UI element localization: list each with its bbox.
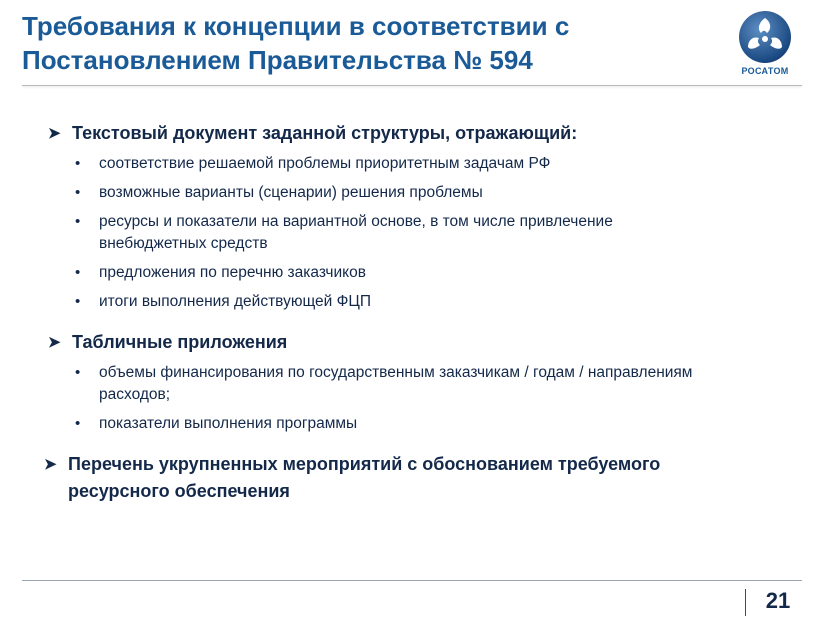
dot-bullet-icon: • (75, 155, 81, 172)
dot-bullet-icon: • (75, 293, 81, 310)
list-item: • показатели выполнения программы (48, 413, 768, 435)
arrowhead-bullet-icon: ➤ (44, 456, 57, 473)
dot-bullet-icon: • (75, 184, 81, 201)
section-heading-text: Перечень укрупненных мероприятий с обоснованием требуемого ресурсного обеспечения (68, 454, 661, 501)
section-heading-text: Табличные приложения (72, 332, 288, 352)
list-item: • соответствие решаемой проблемы приоритетным задачам РФ (48, 153, 768, 175)
dot-bullet-icon: • (75, 213, 81, 230)
section-heading-text: Текстовый документ заданной структуры, отражающий: (72, 123, 578, 143)
section-heading (44, 451, 758, 505)
section-text-document (48, 120, 768, 313)
footer-divider (22, 580, 802, 581)
arrowhead-bullet-icon: ➤ (48, 334, 61, 351)
list-item: • объемы финансирования по государственным заказчикам / годам / направлениям расходов; (75, 364, 693, 403)
page-number: 21 (765, 588, 791, 613)
dot-bullet-icon: • (75, 264, 81, 281)
list-item: • итоги выполнения действующей ФЦП (48, 291, 768, 313)
rosatom-logo (734, 10, 796, 82)
dot-bullet-icon: • (75, 415, 81, 432)
list-item: • предложения по перечню заказчиков (48, 262, 768, 284)
slide-title: Требования к концепции в соответствии с Постановлением Правительства № 594 (22, 11, 570, 75)
rosatom-emblem-icon (734, 10, 796, 66)
section-activities-list (44, 451, 764, 505)
page-number-separator (745, 589, 746, 616)
section-heading (48, 120, 768, 147)
section-heading (48, 329, 768, 356)
list-item: • возможные варианты (сценарии) решения проблемы (48, 182, 768, 204)
bullet-list (48, 153, 768, 313)
title-divider (22, 85, 802, 86)
bullet-list (48, 362, 768, 435)
section-table-appendices (48, 329, 768, 435)
list-item: • ресурсы и показатели на вариантной основе, в том числе привлечение внебюджетных средств (75, 213, 613, 252)
dot-bullet-icon: • (75, 364, 81, 381)
arrowhead-bullet-icon: ➤ (48, 125, 61, 142)
logo-wordmark: РОСАТОМ (741, 66, 789, 76)
